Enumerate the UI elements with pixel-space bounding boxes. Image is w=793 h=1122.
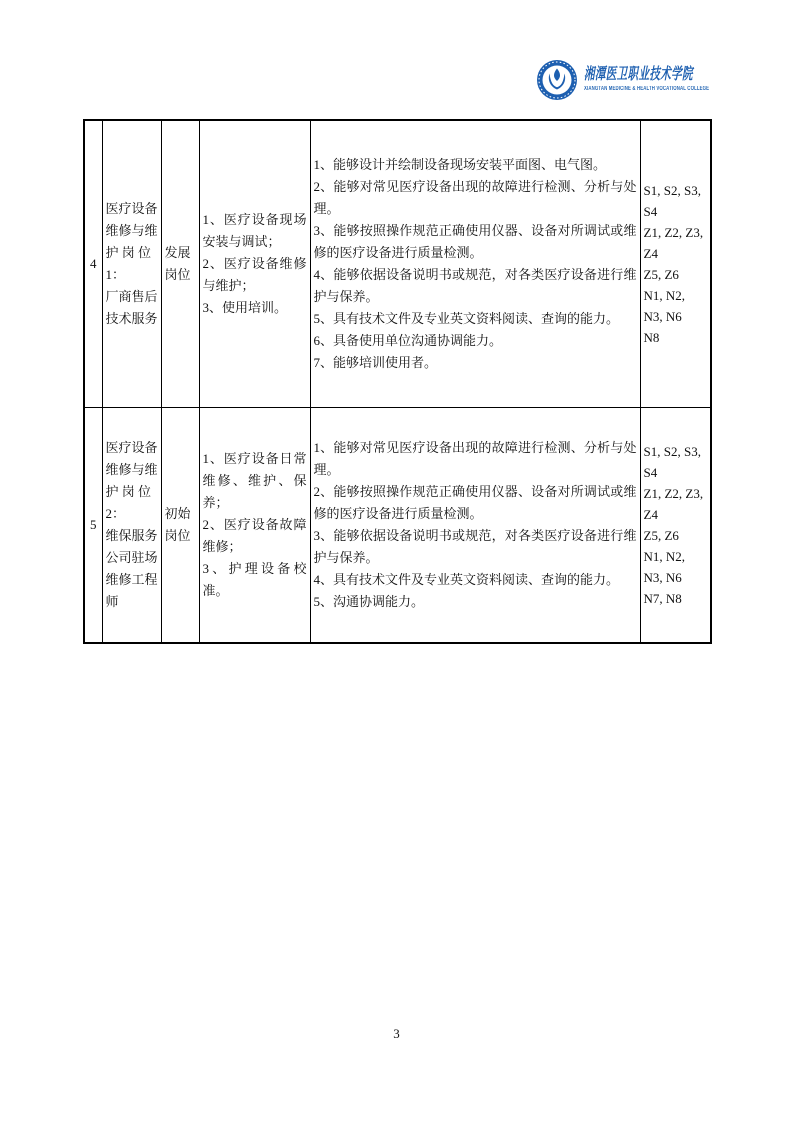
position-name-line: 维修与维: [105, 461, 158, 477]
position-name-line: 厂商售后: [105, 288, 158, 304]
code-group: N1, N2, N3, N6: [643, 287, 686, 324]
college-seal-icon: [536, 59, 578, 101]
ability-item: 6、具备使用单位沟通协调能力。: [313, 332, 503, 348]
ability-item: 3、能够依据设备说明书或规范，对各类医疗设备进行维护与保养。: [313, 527, 637, 565]
duty-item: 1、医疗设备现场安装与调试；: [202, 211, 307, 249]
competency-codes-cell: [640, 120, 711, 407]
position-name-cell: [102, 407, 161, 643]
code-group: S1, S2, S3, S4: [643, 182, 701, 219]
position-type-line: 初始: [164, 505, 191, 521]
code-group: N7, N8: [643, 590, 682, 606]
duties-cell: [199, 120, 310, 407]
position-type-line: 发展: [164, 244, 191, 260]
ability-item: 1、能够设计并绘制设备现场安装平面图、电气图。: [313, 156, 607, 172]
duty-item: 3、护理设备校准。: [202, 560, 307, 598]
code-group: S1, S2, S3, S4: [643, 443, 701, 480]
table-row-4: [84, 120, 711, 407]
position-name-line: 护 岗 位: [105, 244, 152, 260]
position-name-line: 师: [105, 593, 119, 609]
position-name-line: 护 岗 位: [105, 483, 152, 499]
position-type-line: 岗位: [164, 527, 191, 543]
ability-item: 4、具有技术文件及专业英文资料阅读、查询的能力。: [313, 571, 620, 587]
code-group: Z1, Z2, Z3, Z4: [643, 485, 704, 522]
code-group: Z5, Z6: [643, 266, 679, 282]
position-name-cell: [102, 120, 161, 407]
competency-codes-cell: [640, 407, 711, 643]
college-name-chinese: 湘潭医卫职业技术学院: [584, 66, 693, 83]
college-logo: [536, 59, 758, 101]
page-number: 3: [393, 1026, 400, 1041]
position-name-line: 维修工程: [105, 571, 158, 587]
code-group: N1, N2, N3, N6: [643, 548, 686, 585]
duty-item: 3、使用培训。: [202, 299, 288, 315]
ability-item: 3、能够按照操作规范正确使用仪器、设备对所调试或维修的医疗设备进行质量检测。: [313, 222, 637, 260]
code-group: Z5, Z6: [643, 527, 679, 543]
position-name-line: 2：: [105, 505, 126, 521]
college-name-block: [584, 59, 758, 93]
duty-item: 2、医疗设备故障维修；: [202, 516, 307, 554]
college-name-english: XIANGTAN MEDICINE & HEALTH VOCATIONAL COLLEGE: [584, 86, 710, 92]
abilities-cell: [310, 407, 640, 643]
ability-item: 4、能够依据设备说明书或规范，对各类医疗设备进行维护与保养。: [313, 266, 637, 304]
position-type-line: 岗位: [164, 266, 191, 282]
ability-item: 7、能够培训使用者。: [313, 354, 438, 370]
position-type-cell: [161, 407, 199, 643]
ability-item: 5、具有技术文件及专业英文资料阅读、查询的能力。: [313, 310, 620, 326]
duties-cell: [199, 407, 310, 643]
duty-item: 2、医疗设备维修与维护；: [202, 255, 307, 293]
position-name-line: 医疗设备: [105, 200, 158, 216]
position-name-line: 维修与维: [105, 222, 158, 238]
position-name-line: 公司驻场: [105, 549, 158, 565]
position-name-line: 1：: [105, 266, 126, 282]
position-name-line: 医疗设备: [105, 439, 158, 455]
position-requirements-table: [83, 119, 712, 644]
position-name-line: 维保服务: [105, 527, 158, 543]
ability-item: 2、能够按照操作规范正确使用仪器、设备对所调试或维修的医疗设备进行质量检测。: [313, 483, 637, 521]
code-group: N8: [643, 329, 660, 345]
duty-item: 1、医疗设备日常维修、维护、保养；: [202, 450, 307, 510]
position-type-cell: [161, 120, 199, 407]
position-name-line: 技术服务: [105, 310, 158, 326]
row-index: 5: [84, 407, 102, 643]
row-index: 4: [84, 120, 102, 407]
table-row-5: [84, 407, 711, 643]
ability-item: 1、能够对常见医疗设备出现的故障进行检测、分析与处理。: [313, 439, 637, 477]
ability-item: 2、能够对常见医疗设备出现的故障进行检测、分析与处理。: [313, 178, 637, 216]
abilities-cell: [310, 120, 640, 407]
code-group: Z1, Z2, Z3, Z4: [643, 224, 704, 261]
ability-item: 5、沟通协调能力。: [313, 593, 425, 609]
